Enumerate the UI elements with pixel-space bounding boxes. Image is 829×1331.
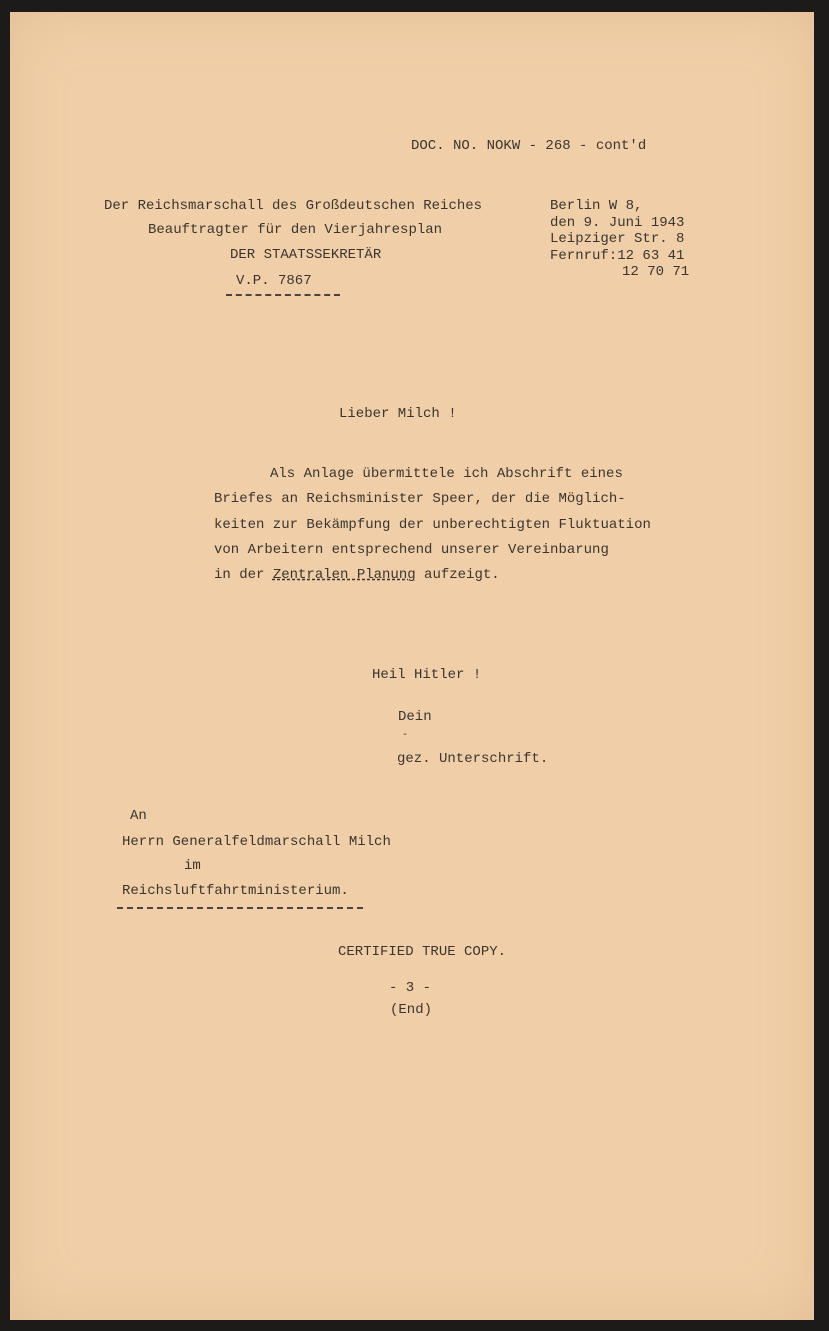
recipient-ministry: Reichsluftfahrtministerium.: [122, 883, 349, 899]
body-line-5-start: in der: [214, 567, 273, 583]
reference-number: V.P. 7867: [236, 273, 312, 289]
address-street: Leipziger Str. 8: [550, 231, 685, 247]
body-line-1: Als Anlage übermittele ich Abschrift eines: [270, 466, 623, 482]
closing-dein: Dein: [398, 709, 432, 725]
recipient-name: Herrn Generalfeldmarschall Milch: [122, 834, 391, 850]
letterhead-line-1: Der Reichsmarschall des Großdeutschen Reiches: [104, 198, 483, 214]
body-line-5-end: aufzeigt.: [415, 567, 500, 583]
salutation: Lieber Milch !: [339, 406, 457, 422]
recipient-an: An: [130, 808, 147, 824]
body-line-2: Briefes an Reichsminister Speer, der die Möglich-: [214, 491, 626, 507]
end-marker: (End): [390, 1002, 433, 1018]
letterhead-line-2: Beauftragter für den Vierjahresplan: [148, 222, 443, 238]
letter-date: den 9. Juni 1943: [550, 215, 685, 231]
closing-greeting: Heil Hitler !: [372, 667, 482, 683]
certification-stamp: CERTIFIED TRUE COPY.: [338, 944, 507, 960]
document-number: DOC. NO. NOKW - 268 - cont'd: [411, 138, 647, 154]
signature-line: gez. Unterschrift.: [397, 751, 549, 767]
recipient-underline: [117, 907, 363, 909]
address-city: Berlin W 8,: [550, 198, 643, 214]
page-number: - 3 -: [389, 980, 432, 996]
phone-number-2: 12 70 71: [622, 264, 690, 280]
body-line-5: [214, 568, 500, 582]
phone-number-1: Fernruf:12 63 41: [550, 248, 685, 264]
letterhead-line-3: DER STAATSSEKRETÄR: [230, 247, 382, 263]
body-line-4: von Arbeitern entsprechend unserer Vereinbarung: [214, 542, 609, 558]
underlined-phrase: Zentralen Planung: [272, 567, 416, 583]
recipient-im: im: [184, 858, 201, 874]
reference-underline: [226, 294, 340, 296]
closing-dash: -: [402, 730, 409, 741]
body-line-3: keiten zur Bekämpfung der unberechtigten Fluktuation: [214, 517, 651, 533]
